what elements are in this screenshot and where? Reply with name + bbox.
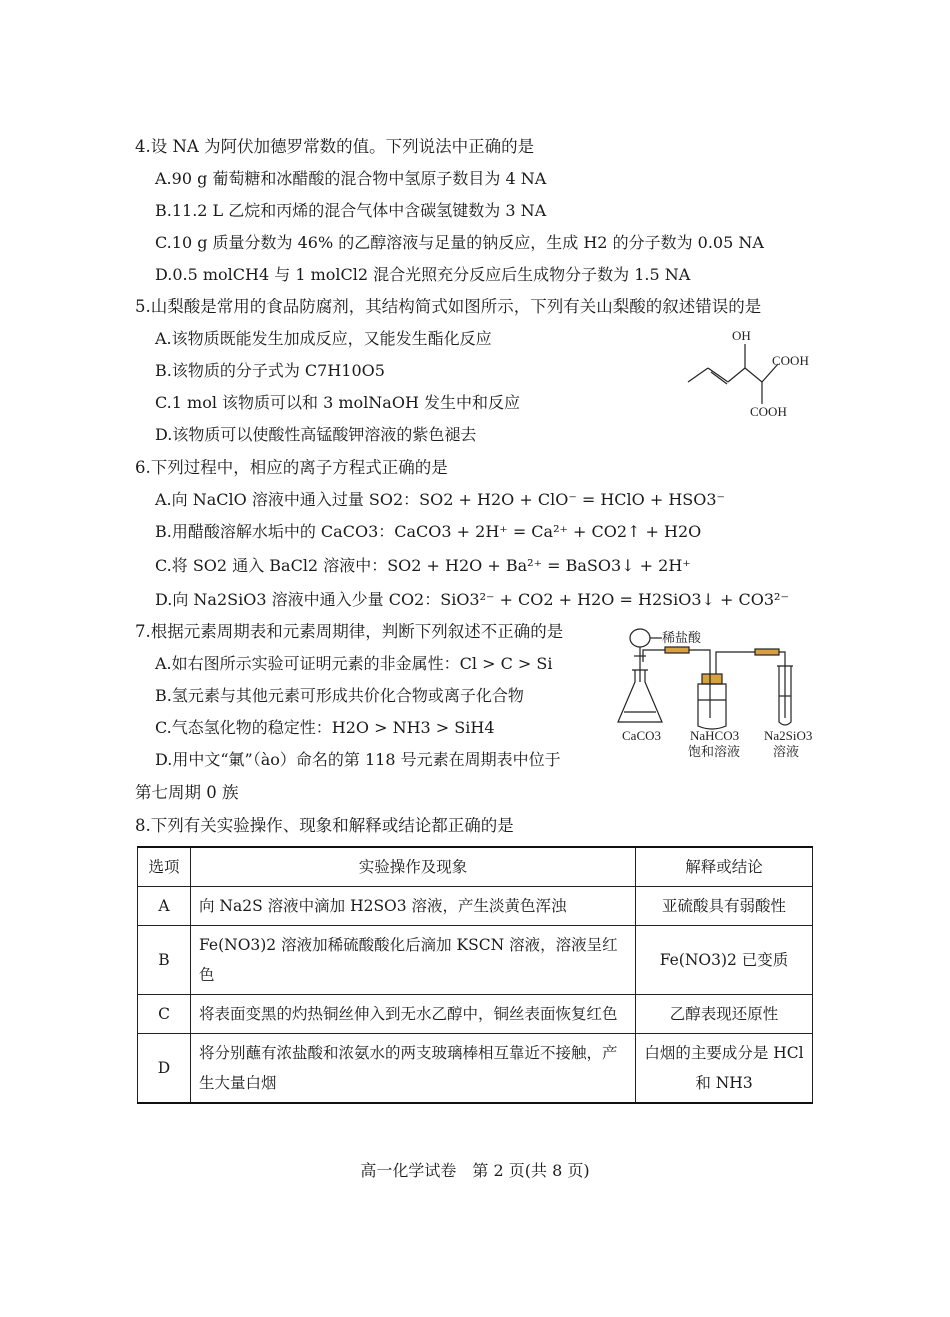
row-operation: 将分别蘸有浓盐酸和浓氨水的两支玻璃棒相互靠近不接触，产生大量白烟: [191, 1034, 636, 1104]
q5-option-d: D.该物质可以使酸性高锰酸钾溶液的紫色褪去: [155, 425, 477, 444]
q8-table: [137, 846, 813, 1104]
q7-option-a: A.如右图所示实验可证明元素的非金属性：Cl > C > Si: [155, 654, 553, 673]
q4-option-c: C.10 g 质量分数为 46% 的乙醇溶液与足量的钠反应，生成 H2 的分子数为 0.05 NA: [155, 233, 764, 252]
q5-option-c: C.1 mol 该物质可以和 3 molNaOH 发生中和反应: [155, 393, 521, 412]
fig-oh-label: OH: [732, 328, 751, 343]
q7-option-b: B.氢元素与其他元素可形成共价化合物或离子化合物: [155, 686, 524, 705]
fig-caco3-label: CaCO3: [622, 728, 661, 743]
q4-option-b: B.11.2 L 乙烷和丙烯的混合气体中含碳氢键数为 3 NA: [155, 201, 547, 220]
q8-stem: 8.下列有关实验操作、现象和解释或结论都正确的是: [135, 816, 514, 835]
table-row: [138, 995, 813, 1034]
fig-dilute-hcl-label: 稀盐酸: [662, 630, 702, 645]
q5-option-a: A.该物质既能发生加成反应，又能发生酯化反应: [155, 329, 492, 348]
fig-saturated-solution-label: 饱和溶液: [688, 744, 741, 759]
q5-stem: 5.山梨酸是常用的食品防腐剂，其结构简式如图所示，下列有关山梨酸的叙述错误的是: [135, 297, 762, 316]
row-option: B: [138, 926, 191, 995]
fig-nahco3-label: NaHCO3: [690, 728, 740, 743]
row-option: A: [138, 887, 191, 926]
sorbic-acid-structure-figure: [680, 322, 830, 431]
row-conclusion: 乙醇表现还原性: [636, 995, 813, 1034]
fig-cooh-top-label: COOH: [772, 353, 809, 368]
table-header-row: [138, 847, 813, 887]
row-option: C: [138, 995, 191, 1034]
q6-option-b: B.用醋酸溶解水垢中的 CaCO3：CaCO3 + 2H⁺ = Ca²⁺ + CO2↑ + H2O: [155, 522, 702, 541]
table-row: [138, 926, 813, 995]
q7-option-c: C.气态氢化物的稳定性：H2O > NH3 > SiH4: [155, 718, 495, 737]
row-conclusion: 白烟的主要成分是 HCl 和 NH3: [636, 1034, 813, 1104]
q4-stem: 4.设 NA 为阿伏加德罗常数的值。下列说法中正确的是: [135, 137, 535, 156]
fig-na2sio3-label: Na2SiO3: [764, 728, 813, 743]
row-operation: 向 Na2S 溶液中滴加 H2SO3 溶液，产生淡黄色浑浊: [191, 887, 636, 926]
row-option: D: [138, 1034, 191, 1104]
fig-na2sio3-solution-label: 溶液: [773, 744, 800, 759]
row-operation: Fe(NO3)2 溶液加稀硫酸酸化后滴加 KSCN 溶液，溶液呈红色: [191, 926, 636, 995]
fig-cooh-bottom-label: COOH: [750, 404, 787, 419]
page-footer: 高一化学试卷 第 2 页(共 8 页): [360, 1161, 590, 1180]
table-header-conclusion: 解释或结论: [636, 847, 813, 887]
table-row: [138, 887, 813, 926]
table-header-operation: 实验操作及现象: [191, 847, 636, 887]
q7-stem: 7.根据元素周期表和元素周期律，判断下列叙述不正确的是: [135, 622, 564, 641]
q6-stem: 6.下列过程中，相应的离子方程式正确的是: [135, 458, 448, 477]
q4-option-a: A.90 g 葡萄糖和冰醋酸的混合物中氢原子数目为 4 NA: [155, 169, 547, 188]
q6-option-a: A.向 NaClO 溶液中通入过量 SO2：SO2 + H2O + ClO⁻ = HClO + HSO3⁻: [155, 490, 726, 509]
q6-option-c: C.将 SO2 通入 BaCl2 溶液中：SO2 + H2O + Ba²⁺ = BaSO3↓ + 2H⁺: [155, 556, 691, 575]
row-operation: 将表面变黑的灼热铜丝伸入到无水乙醇中，铜丝表面恢复红色: [191, 995, 636, 1034]
q7-option-d-line1: D.用中文“氭”（ào）命名的第 118 号元素在周期表中位于: [155, 750, 561, 769]
apparatus-figure: [610, 622, 825, 771]
table-header-option: 选项: [138, 847, 191, 887]
row-conclusion: 亚硫酸具有弱酸性: [636, 887, 813, 926]
q7-option-d-line2: 第七周期 0 族: [135, 783, 239, 802]
q6-option-d: D.向 Na2SiO3 溶液中通入少量 CO2：SiO3²⁻ + CO2 + H2O = H2SiO3↓ + CO3²⁻: [155, 590, 789, 609]
table-row: [138, 1034, 813, 1104]
q4-option-d: D.0.5 molCH4 与 1 molCl2 混合光照充分反应后生成物分子数为 1.5 NA: [155, 265, 691, 284]
row-conclusion: Fe(NO3)2 已变质: [636, 926, 813, 995]
q5-option-b: B.该物质的分子式为 C7H10O5: [155, 361, 385, 380]
